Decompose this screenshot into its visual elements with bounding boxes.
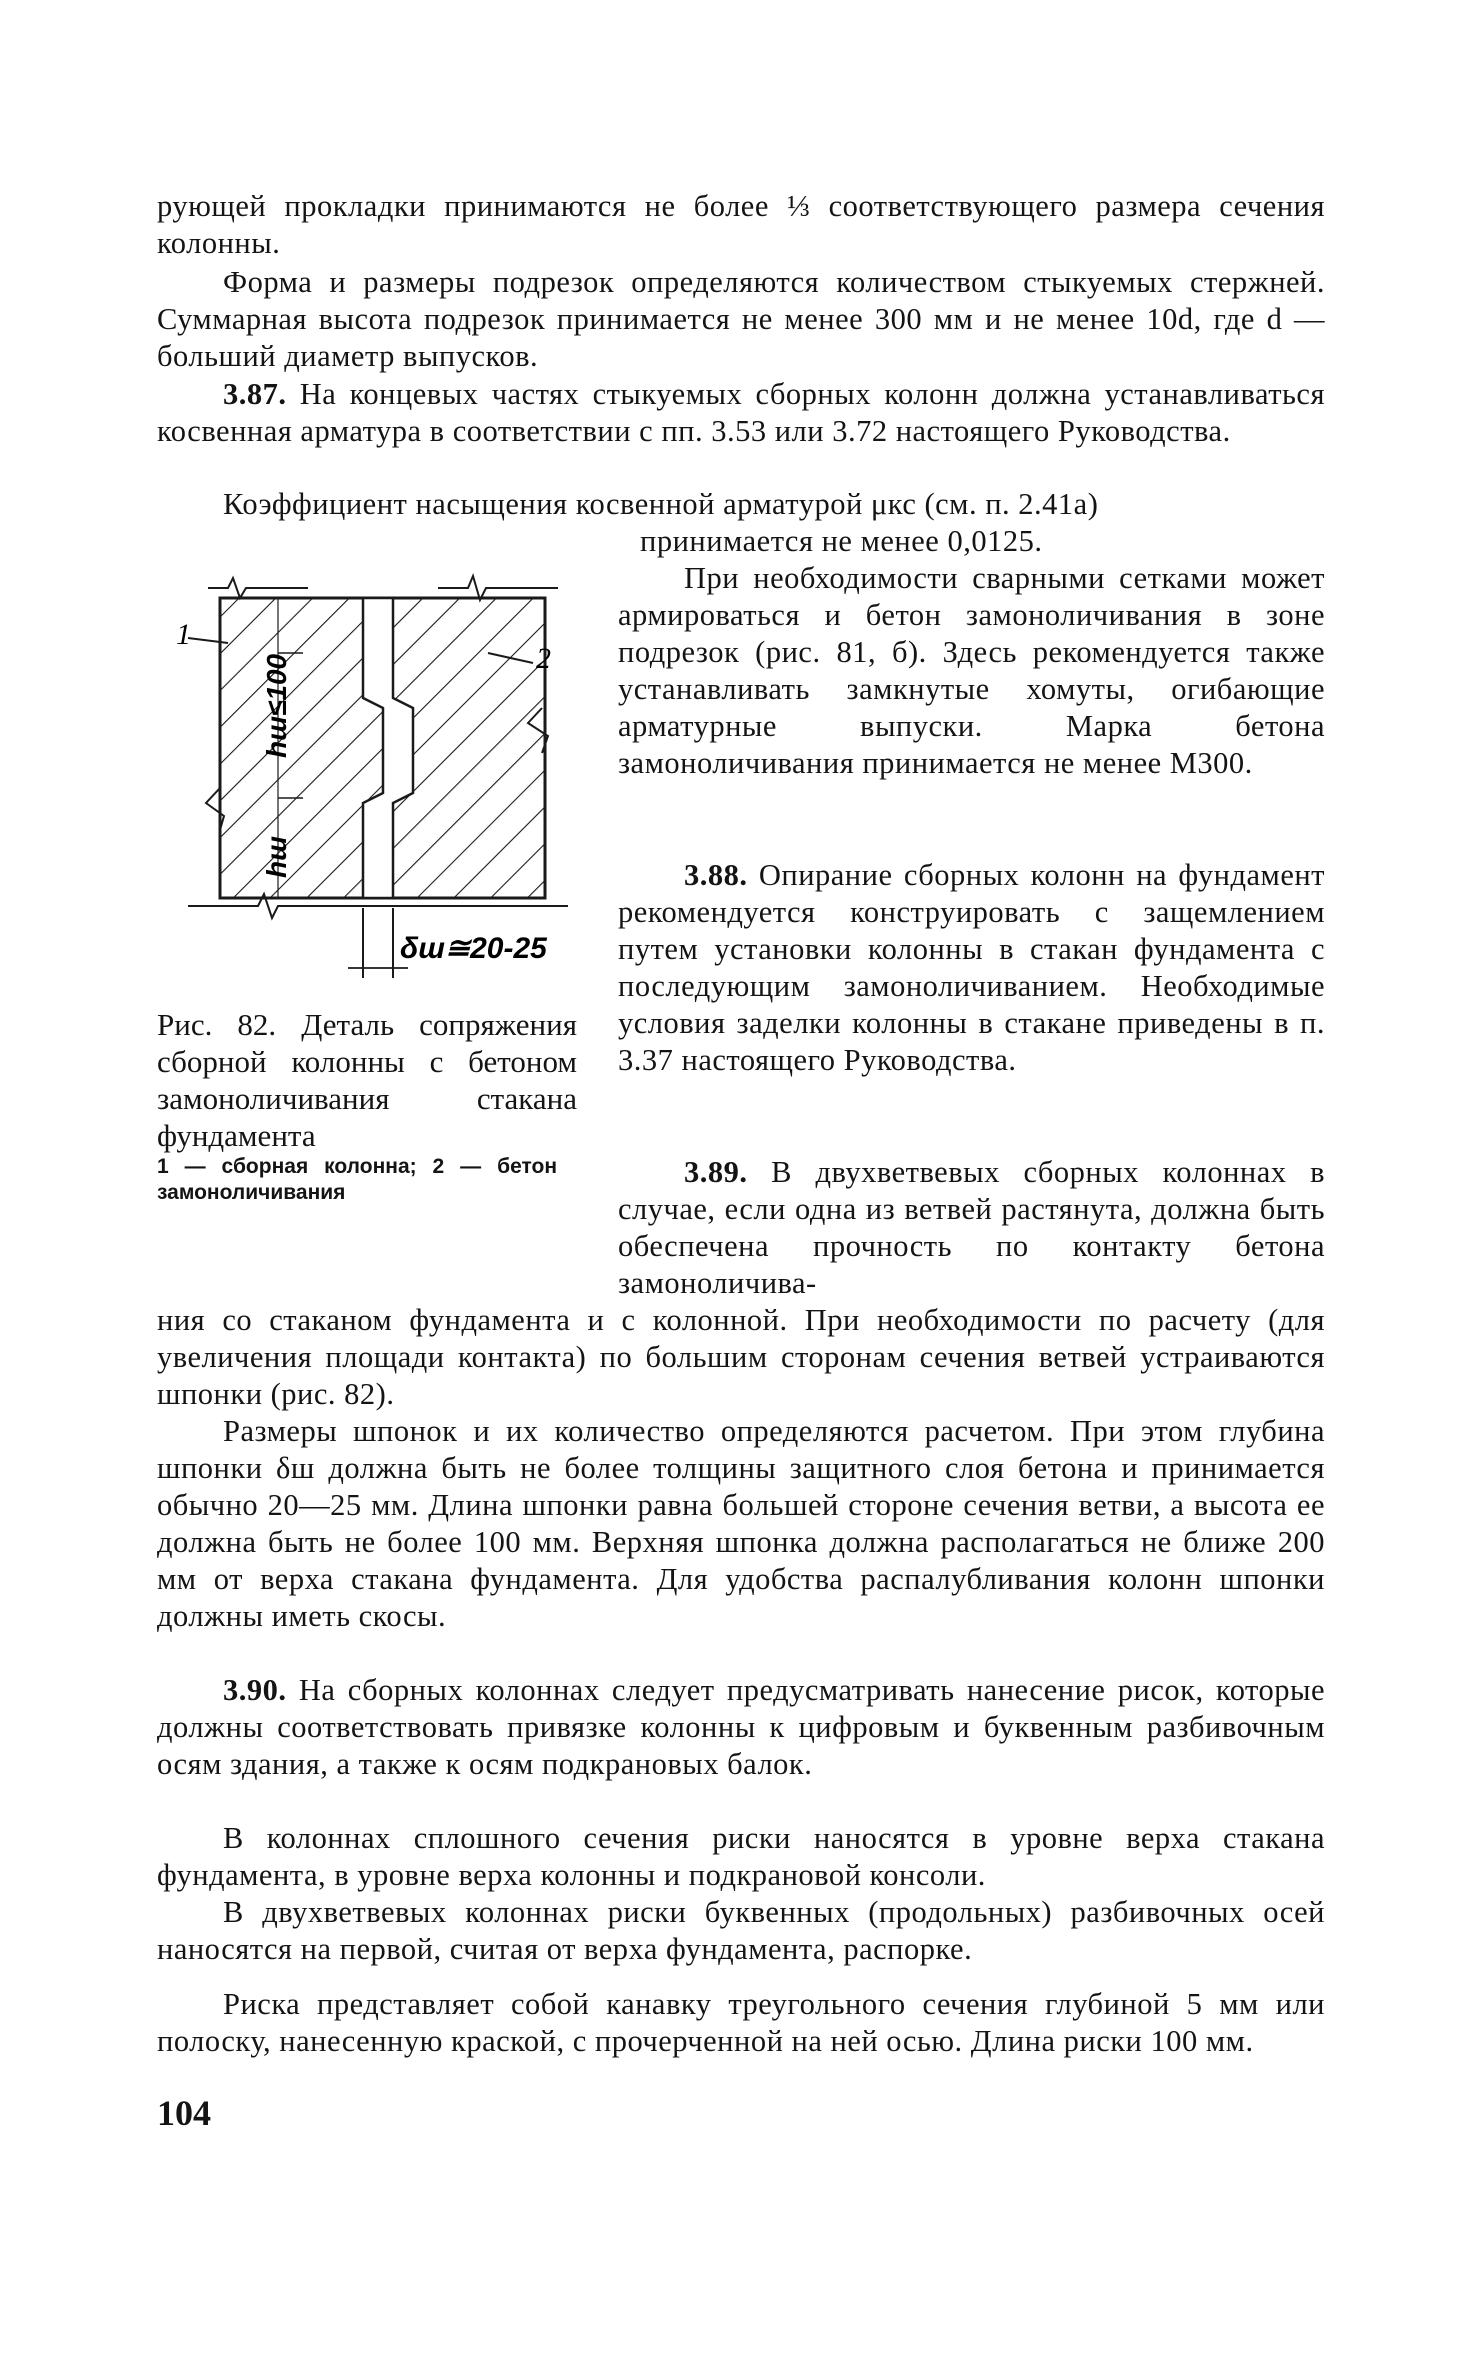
paragraph-3-88-text: Опирание сборных колонн на фундамент рекомендуется конструировать с защемлением путем установки колонны в стакан фундамента с последующим замоноличиванием. Необходимые условия заделки колонны в стакане приведены в п. 3.37 настоящего Руководства. (618, 858, 1326, 1077)
dimension-height-label: hш≤100 (261, 653, 292, 758)
paragraph-3-89 (618, 1154, 1325, 1302)
dimension-depth-label: δш≅20-25 (400, 932, 547, 965)
paragraph-shponki: Размеры шпонок и их количество определяются расчетом. При этом глубина шпонки δш должна быть не более толщины защитного слоя бетона и принимается обычно 20—25 мм. Длина шпонки равна большей стороне сечения ветви, а высота ее должна быть не более 100 мм. Верхняя шпонка должна располагаться не ближе 200 мм от верха стакана фундамента. Для удобства распалубливания колонн шпонки должны иметь скосы. (157, 1414, 1325, 1633)
figure-caption: Рис. 82. Деталь сопряжения сборной колонны с бетоном замоноличивания стакана фундамента (157, 1007, 577, 1153)
paragraph-podrezki: Форма и размеры подрезок определяются количеством стыкуемых стержней. Суммарная высота подрезок принимается не менее 300 мм и не менее 10d, где d — больший диаметр выпусков. (157, 265, 1325, 373)
paragraph-3-89-text: В двухветвевых сборных колоннах в случае, если одна из ветвей растянута, должна быть обеспечена прочность по контакту бетона замоноличива- (618, 1155, 1326, 1300)
paragraph-coefficient: Коэффициент насыщения косвенной арматурой μкс (см. п. 2.41а) (223, 487, 1099, 521)
figure-legend: 1 — сборная колонна; 2 — бетон замоноличивания (157, 1155, 557, 1204)
paragraph-setki: При необходимости сварными сетками может армироваться и бетон замоноличивания в зоне подрезок (рис. 81, б). Здесь рекомендуется также устанавливать замкнутые хомуты, огибающие арматурные выпуски. Марка бетона замоноличивания принимается не менее М300. (618, 561, 1325, 780)
paragraph-3-90 (157, 1672, 1325, 1783)
figure-label-2: 2 (536, 642, 551, 675)
paragraph-riski-dvuhvetvevye: В двухветвевых колоннах риски буквенных (продольных) разбивочных осей наносятся на первой, считая от верха фундамента, распорке. (157, 1895, 1325, 1966)
paragraph-3-88 (618, 857, 1325, 1079)
figure-82-drawing (168, 558, 608, 998)
dimension-height-lower-label: hш (261, 836, 292, 878)
figure-label-1: 1 (176, 618, 191, 651)
paragraph-coefficient-end: принимается не менее 0,0125. (640, 524, 1043, 558)
paragraph-3-90-text: На сборных колоннах следует предусматривать нанесение рисок, которые должны соответствовать привязке колонны к цифровым и буквенным разбивочным осям здания, а также к осям подкрановых балок. (157, 1673, 1326, 1781)
paragraph-riski-sploshnye: В колоннах сплошного сечения риски наносятся в уровне верха стакана фундамента, в уровне верха колонны и подкрановой консоли. (157, 1821, 1325, 1892)
section-number-3-90: 3.90. (223, 1673, 287, 1707)
paragraph-3-89-end: ния со стаканом фундамента и с колонной. При необходимости по расчету (для увеличения площади контакта) по большим сторонам сечения ветвей устраиваются шпонки (рис. 82). (157, 1303, 1325, 1411)
page-number: 104 (157, 2093, 211, 2133)
depth-dimension (348, 908, 408, 978)
paragraph-continuation: рующей прокладки принимаются не более ⅓ соответствующего размера сечения колонны. (157, 189, 1325, 260)
section-number-3-89: 3.89. (684, 1155, 748, 1189)
section-number-3-88: 3.88. (684, 858, 748, 892)
paragraph-3-87-text: На концевых частях стыкуемых сборных колонн должна устанавливаться косвенная арматура в соответствии с пп. 3.53 или 3.72 настоящего Руководства. (157, 377, 1325, 448)
section-number-3-87: 3.87. (223, 377, 287, 411)
paragraph-3-87 (157, 376, 1325, 450)
paragraph-riska: Риска представляет собой канавку треугольного сечения глубиной 5 мм или полоску, нанесенную краской, с прочерченной на ней осью. Длина риски 100 мм. (157, 1987, 1325, 2058)
hatched-section (188, 576, 568, 918)
